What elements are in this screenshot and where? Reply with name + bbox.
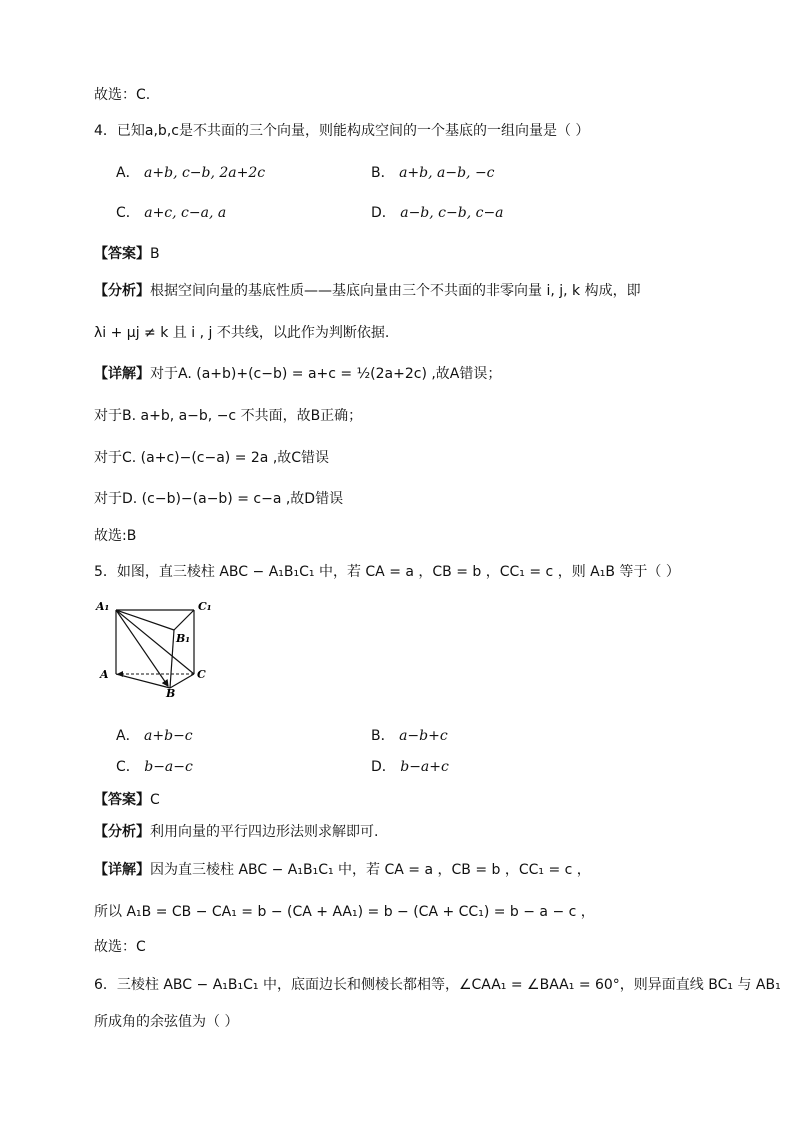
answer-tag: 【答案】 [94,792,150,808]
label-b: B [166,687,176,698]
detail-text: 因为直三棱柱 ABC − A₁B₁C₁ 中，若 CA = a ，CB = b ，CC₁ = c ， [150,862,591,878]
label-c: C [197,668,206,681]
q6-stem-line-1: 6．三棱柱 ABC − A₁B₁C₁ 中，底面边长和侧棱长都相等，∠CAA₁ = ∠BAA₁ = 60°，则异面直线 BC₁ 与 AB₁ [94,977,781,993]
q5-option-b [371,726,448,746]
analysis-tag: 【分析】 [94,824,150,840]
option-expr: a−b+c [399,728,448,744]
answer-value: B [150,246,160,262]
option-expr: b−a+c [400,759,449,775]
detail-tag: 【详解】 [94,862,150,878]
analysis-tag: 【分析】 [94,283,150,299]
option-label: C． [116,759,140,775]
option-label: A． [116,165,140,181]
option-label: D． [371,759,396,775]
q5-option-a [116,726,193,746]
label-a: A [100,668,109,681]
option-expr: a+b, a−b, −c [399,165,495,181]
option-label: D． [371,205,396,221]
answer-value: C [150,792,160,808]
q4-stem: 4．已知a,b,c是不共面的三个向量，则能构成空间的一个基底的一组向量是（ ） [94,123,590,139]
q4-detail-b: 对于B. a+b, a−b, −c 不共面，故B正确； [94,408,363,424]
q5-option-d [371,757,449,777]
q5-stem: 5．如图，直三棱柱 ABC − A₁B₁C₁ 中，若 CA = a ，CB = b ，CC₁ = c ，则 A₁B 等于（ ） [94,564,680,580]
q5-answer [94,790,160,810]
option-expr: a−b, c−b, c−a [400,205,504,221]
q5-detail-line-2: 所以 A₁B = CB − CA₁ = b − (CA + AA₁) = b − (CA + CC₁) = b − a − c ， [94,904,595,920]
label-a1: A₁ [96,600,110,613]
q4-detail-a [94,364,501,384]
detail-text: 对于A. (a+b)+(c−b) = a+c = ½(2a+2c) ,故A错误； [150,366,502,382]
vector-a1b [116,610,168,686]
q4-answer [94,244,160,264]
option-label: B． [371,728,395,744]
option-expr: a+b−c [144,728,193,744]
option-label: B． [371,165,395,181]
q5-select-line: 故选：C [94,939,146,955]
edge-b1-b [170,630,174,688]
q4-option-d [371,203,504,223]
edge-b1-c1 [174,610,194,630]
q4-analysis-line-1 [94,281,641,301]
q6-stem-line-2: 所成角的余弦值为（ ） [94,1014,239,1030]
q5-analysis [94,822,378,842]
analysis-text: 根据空间向量的基底性质——基底向量由三个不共面的非零向量 i, j, k 构成，即 [150,283,641,299]
label-b1: B₁ [176,632,191,645]
detail-tag: 【详解】 [94,366,150,382]
q4-detail-d: 对于D. (c−b)−(a−b) = c−a ,故D错误 [94,491,344,507]
option-expr: a+b, c−b, 2a+2c [144,165,266,181]
q4-option-a [116,163,265,183]
q5-detail-line-1 [94,860,591,880]
q4-option-c [116,203,226,223]
prism-diagram [94,598,224,698]
q5-option-c [116,757,193,777]
q3-select-line: 故选：C. [94,87,151,103]
prism-figure [94,598,224,698]
label-c1: C₁ [198,600,212,613]
answer-tag: 【答案】 [94,246,150,262]
q4-detail-c: 对于C. (a+c)−(c−a) = 2a ,故C错误 [94,450,330,466]
q4-analysis-line-2: λi + μj ≠ k 且 i , j 不共线，以此作为判断依据. [94,325,390,341]
option-expr: a+c, c−a, a [144,205,227,221]
option-expr: b−a−c [144,759,193,775]
q4-option-b [371,163,495,183]
edge-b-c [170,674,194,688]
q4-select-line: 故选:B [94,528,137,544]
analysis-text: 利用向量的平行四边形法则求解即可. [150,824,379,840]
option-label: C． [116,205,140,221]
edge-a1-b1 [116,610,174,630]
option-label: A． [116,728,140,744]
